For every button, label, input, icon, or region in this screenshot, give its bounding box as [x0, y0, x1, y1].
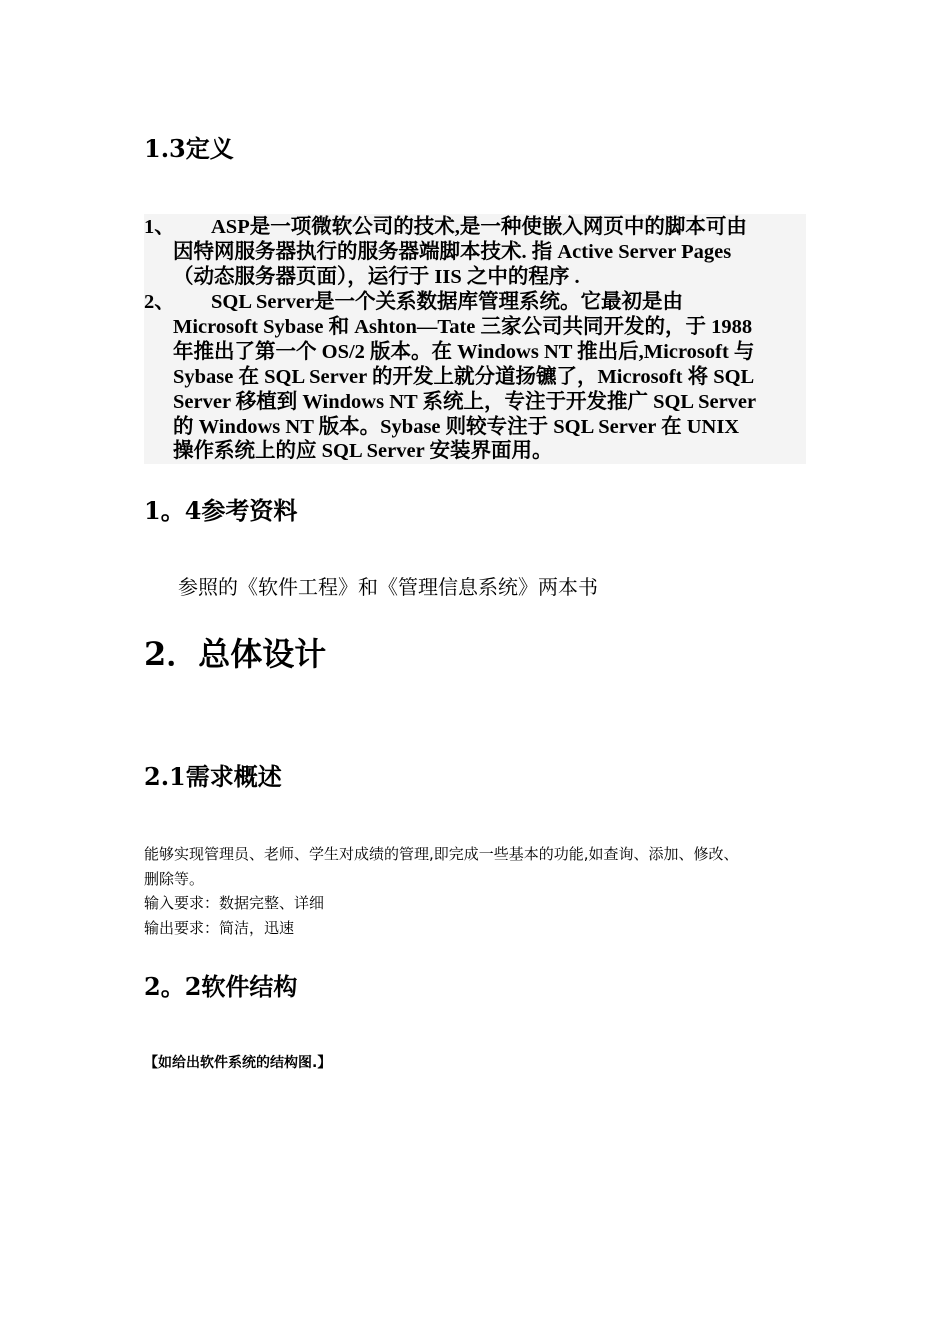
heading-requirements: 2.1需求概述 [144, 762, 282, 791]
definition-line: 的 Windows NT 版本。Sybase 则较专注于 SQL Server 在 UNIX [173, 415, 740, 438]
requirements-line: 删除等。 [144, 870, 205, 888]
output-requirements: 输出要求：简洁，迅速 [144, 919, 295, 937]
definition-line: 操作系统上的应 SQL Server 安装界面用。 [173, 440, 553, 463]
definition-item-sqlserver [144, 290, 806, 464]
definition-number: 1、 [144, 216, 175, 238]
definition-line: （动态服务器页面），运行于 IIS 之中的程序 . [173, 265, 580, 288]
definition-line: SQL Server是一个关系数据库管理系统。它最初是由 [211, 291, 684, 313]
definition-line: Microsoft Sybase 和 Ashton—Tate 三家公司共同开发的，于 1988 [173, 315, 753, 338]
requirements-line: 能够实现管理员、老师、学生对成绩的管理,即完成一些基本的功能,如查询、添加、修改、 [144, 845, 739, 863]
heading-software-structure: 2。2软件结构 [144, 972, 298, 1001]
references-text: 参照的《软件工程》和《管理信息系统》两本书 [178, 575, 598, 599]
heading-references: 1。4参考资料 [144, 496, 298, 525]
input-requirements: 输入要求：数据完整、详细 [144, 894, 325, 912]
structure-note: 【如给出软件系统的结构图.】 [144, 1055, 332, 1071]
definition-line: Sybase 在 SQL Server 的开发上就分道扬镳了，Microsoft 将 SQL [173, 365, 755, 388]
definition-line: Server 移植到 Windows NT 系统上，专注于开发推广 SQL Server [173, 390, 757, 413]
heading-definition: 1.3定义 [144, 134, 234, 163]
definition-number: 2、 [144, 291, 175, 313]
definition-item-asp [144, 215, 806, 290]
definition-line: 因特网服务器执行的服务器端脚本技术. 指 Active Server Pages [173, 240, 732, 263]
heading-overall-design: 2．总体设计 [144, 635, 327, 673]
definition-line: ASP是一项微软公司的技术,是一种使嵌入网页中的脚本可由 [211, 216, 747, 238]
definition-line: 年推出了第一个 OS/2 版本。在 Windows NT 推出后,Microsoft 与 [173, 340, 755, 363]
